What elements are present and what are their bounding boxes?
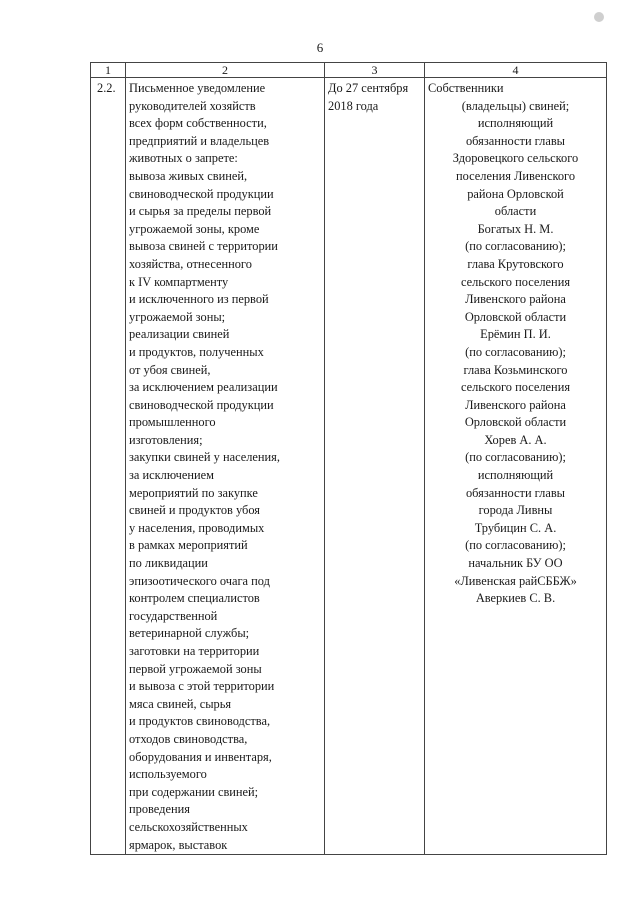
measure-line: Письменное уведомление — [129, 81, 266, 95]
responsible-line: сельского поселения — [460, 274, 571, 289]
responsible-line: начальник БУ ОО — [468, 556, 563, 571]
responsible-line: города Ливны — [478, 503, 553, 518]
measure-line: оборудования и инвентаря, — [129, 749, 272, 764]
deadline-line: 2018 года — [328, 98, 379, 113]
responsible-line: сельского поселения — [460, 380, 571, 395]
responsible-line: «Ливенская райСББЖ» — [454, 573, 577, 588]
measures-table — [90, 62, 607, 855]
measure-line: мяса свиней, сырья — [129, 696, 232, 711]
measure-line: проведения — [129, 802, 190, 817]
measure-line: по ликвидации — [129, 556, 208, 571]
measure-line: ярмарок, выставок — [129, 837, 228, 852]
measure-line: используемого — [129, 767, 207, 782]
measure-line: к IV компартменту — [129, 274, 229, 289]
deadline-cell — [325, 78, 425, 855]
measure-line: эпизоотического очага под — [129, 573, 270, 588]
responsible-line: (по согласованию); — [465, 344, 566, 359]
responsible-line: глава Крутовского — [467, 256, 564, 271]
responsible-line: исполняющий — [477, 116, 554, 131]
responsible-line: (по согласованию); — [465, 239, 566, 254]
measure-line: животных о запрете: — [129, 151, 238, 166]
measure-line: промышленного — [129, 415, 216, 430]
measure-line: хозяйства, отнесенного — [129, 256, 252, 271]
measure-line: закупки свиней у населения, — [129, 450, 280, 465]
responsible-line: Ливенского района — [465, 397, 566, 412]
measure-line: угрожаемой зоны; — [129, 309, 226, 324]
responsible-line: обязанности главы — [465, 133, 565, 148]
measure-line: сельскохозяйственных — [129, 819, 248, 834]
table-header-row — [91, 63, 607, 78]
measure-line: у населения, проводимых — [129, 520, 265, 535]
measure-line: первой угрожаемой зоны — [129, 661, 262, 676]
measure-line: государственной — [129, 608, 218, 623]
header-cell-2: 2 — [126, 63, 325, 78]
measure-line: и вывоза с этой территории — [129, 679, 275, 694]
responsible-line: Ерёмин П. И. — [480, 327, 551, 342]
measure-line: заготовки на территории — [129, 644, 260, 658]
responsible-line: Ливенского района — [465, 292, 566, 307]
measure-line: вывоза свиней с территории — [129, 239, 278, 254]
responsible-line: (владельцы) свиней; — [461, 98, 570, 113]
responsible-line: исполняющий — [477, 468, 554, 483]
measure-line: всех форм собственности, — [129, 116, 267, 131]
measure-line: свиней и продуктов убоя — [129, 503, 260, 518]
responsible-line: Аверкиев С. В. — [475, 591, 556, 606]
responsible-line: Хорев А. А. — [484, 432, 547, 447]
measure-line: ветеринарной службы; — [129, 626, 250, 641]
responsible-line: Трубицин С. А. — [474, 520, 557, 535]
measure-cell — [126, 78, 325, 855]
measure-line: и продуктов, полученных — [129, 344, 264, 359]
responsible-line: (по согласованию); — [465, 538, 566, 553]
item-number: 2.2. — [91, 78, 126, 855]
responsible-line: области — [494, 204, 537, 219]
measure-line: предприятий и владельцев — [129, 133, 270, 148]
scan-mark — [594, 12, 604, 22]
table-row — [91, 78, 607, 855]
measure-line: за исключением — [129, 468, 214, 483]
page-number: 6 — [316, 40, 324, 55]
measure-line: в рамках мероприятий — [129, 538, 248, 553]
responsible-line: Здоровецкого сельского — [452, 151, 579, 166]
measure-line: и продуктов свиноводства, — [129, 714, 271, 729]
responsible-line: глава Козьминского — [463, 362, 568, 377]
deadline-line: До 27 сентября — [328, 81, 409, 95]
header-cell-1: 1 — [91, 63, 126, 78]
responsible-line: обязанности главы — [465, 485, 565, 500]
measure-line: и исключенного из первой — [129, 292, 269, 307]
responsible-cell — [425, 78, 607, 855]
measure-line: за исключением реализации — [129, 380, 278, 395]
measure-line: мероприятий по закупке — [129, 485, 258, 500]
responsible-line: Собственники — [428, 81, 504, 95]
measure-line: при содержании свиней; — [129, 784, 259, 799]
responsible-line: Орловской области — [464, 309, 567, 324]
measure-line: свиноводческой продукции — [129, 186, 274, 201]
measure-line: руководителей хозяйств — [129, 98, 256, 113]
header-cell-4: 4 — [425, 63, 607, 78]
responsible-line: Богатых Н. М. — [477, 221, 554, 236]
measure-line: отходов свиноводства, — [129, 731, 248, 746]
measure-line: свиноводческой продукции — [129, 397, 274, 412]
header-cell-3: 3 — [325, 63, 425, 78]
measure-line: угрожаемой зоны, кроме — [129, 221, 260, 236]
responsible-line: (по согласованию); — [465, 450, 566, 465]
measure-line: и сырья за пределы первой — [129, 204, 272, 219]
measure-line: от убоя свиней, — [129, 362, 211, 377]
responsible-line: Орловской области — [464, 415, 567, 430]
responsible-line: района Орловской — [467, 186, 564, 201]
measure-line: реализации свиней — [129, 327, 230, 342]
measure-line: вывоза живых свиней, — [129, 168, 248, 183]
measure-line: контролем специалистов — [129, 591, 260, 606]
responsible-line: поселения Ливенского — [455, 168, 576, 183]
measure-line: изготовления; — [129, 432, 203, 447]
